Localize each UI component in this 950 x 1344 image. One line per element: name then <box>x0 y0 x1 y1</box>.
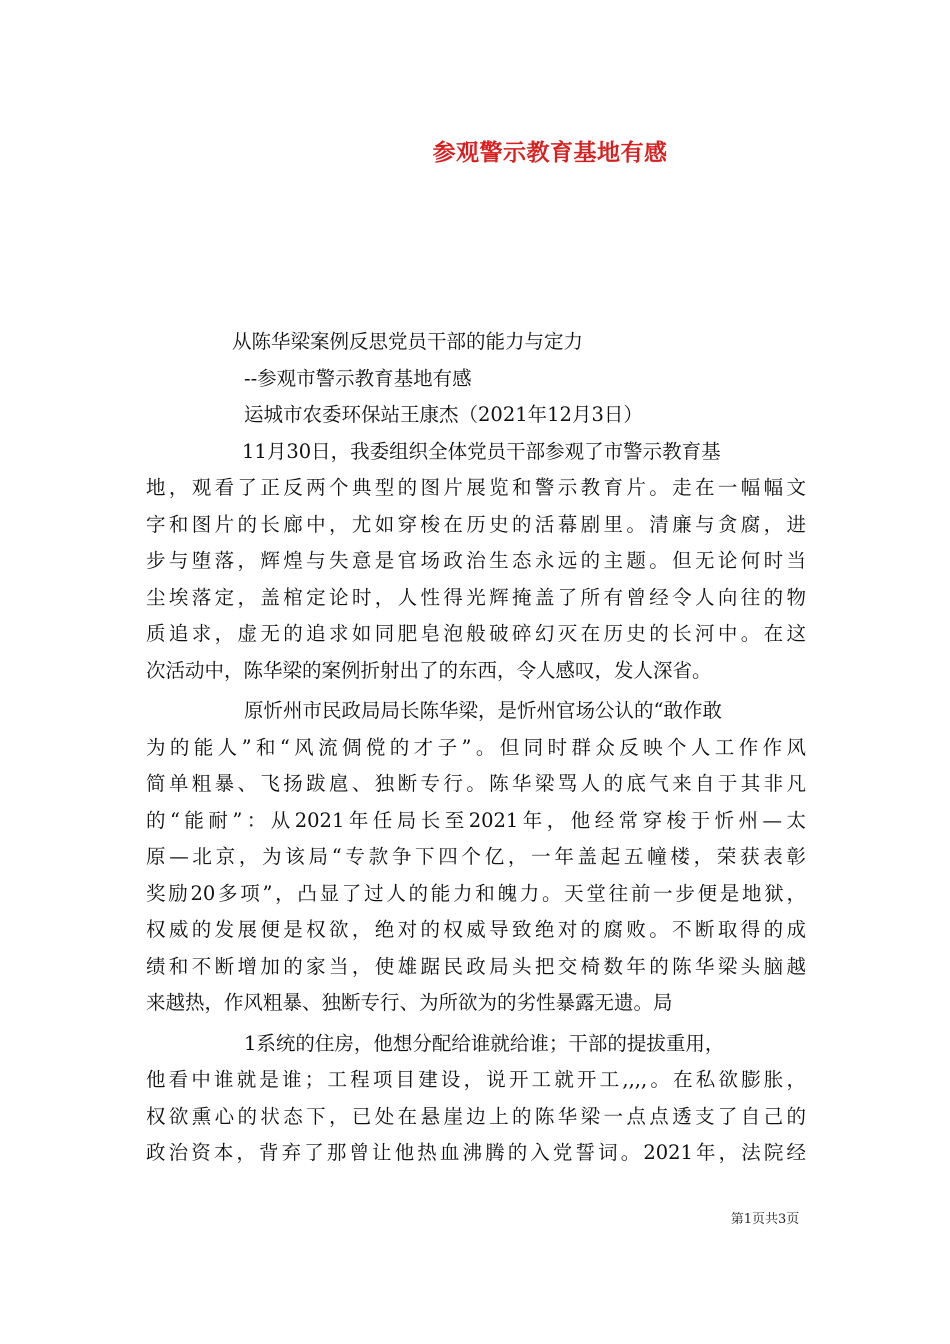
paragraph-line: 绩和不断增加的家当，使雄踞民政局头把交椅数年的陈华梁头脑越 <box>146 954 806 978</box>
paragraph-line: 质追求，虚无的追求如同肥皂泡般破碎幻灭在历史的长河中。在这 <box>146 622 806 645</box>
paragraph-line: 简单粗暴、飞扬跋扈、独断专行。陈华梁骂人的底气来自于其非凡 <box>146 772 806 795</box>
paragraph-2 <box>146 693 806 1022</box>
paragraph-line: 的“能耐”：从2021年任局长至2021年，他经常穿梭于忻州—太 <box>146 808 806 832</box>
document-title: 参观警示教育基地有感 <box>432 139 668 166</box>
paragraph-line: 来越热，作风粗暴、独断专行、为所欲为的劣性暴露无遗。局 <box>146 991 673 1014</box>
paragraph-line: 为的能人”和“风流倜傥的才子”。但同时群众反映个人工作作风 <box>146 735 806 759</box>
subtitle-line: --参观市警示教育基地有感 <box>244 366 472 390</box>
paragraph-line: 11月30日，我委组织全体党员干部参观了市警示教育基 <box>242 439 721 463</box>
paragraph-line: 政治资本，背弃了那曾让他热血沸腾的入党誓词。2021年，法院经 <box>146 1141 806 1164</box>
paragraph-line: 权欲熏心的状态下，已处在悬崖边上的陈华梁一点点透支了自己的 <box>146 1104 806 1128</box>
paragraph-line: 原—北京，为该局“专款争下四个亿，一年盖起五幢楼，荣获表彰 <box>146 845 806 868</box>
paragraph-3 <box>146 1026 806 1172</box>
paragraph-line: 尘埃落定，盖棺定论时，人性得光辉掩盖了所有曾经令人向往的物 <box>146 585 806 609</box>
paragraph-line: 权威的发展便是权欲，绝对的权威导致绝对的腐败。不断取得的成 <box>146 918 806 941</box>
page-number-footer: 第1页共3页 <box>730 1212 800 1227</box>
document-body <box>146 324 806 1172</box>
paragraph-line: 地，观看了正反两个典型的图片展览和警示教育片。走在一幅幅文 <box>146 476 806 499</box>
heading-line: 从陈华梁案例反思党员干部的能力与定力 <box>232 330 584 353</box>
paragraph-line: 奖励20多项”，凸显了过人的能力和魄力。天堂往前一步便是地狱， <box>146 881 806 905</box>
paragraph-1 <box>146 434 806 690</box>
paragraph-line: 1系统的住房，他想分配给谁就给谁；干部的提拔重用， <box>244 1031 725 1055</box>
author-line: 运城市农委环保站王康杰（2021年12月3日） <box>244 403 643 426</box>
paragraph-line: 原忻州市民政局局长陈华梁，是忻州官场公认的“敢作敢 <box>244 699 722 722</box>
paragraph-line: 步与堕落，辉煌与失意是官场政治生态永远的主题。但无论何时当 <box>146 549 806 572</box>
paragraph-line: 次活动中，陈华梁的案例折射出了的东西，令人感叹，发人深省。 <box>146 658 712 682</box>
paragraph-line: 字和图片的长廊中，尤如穿梭在历史的活幕剧里。清廉与贪腐，进 <box>146 512 806 536</box>
paragraph-line: 他看中谁就是谁；工程项目建设，说开工就开工,,,,。在私欲膨胀， <box>146 1068 806 1091</box>
